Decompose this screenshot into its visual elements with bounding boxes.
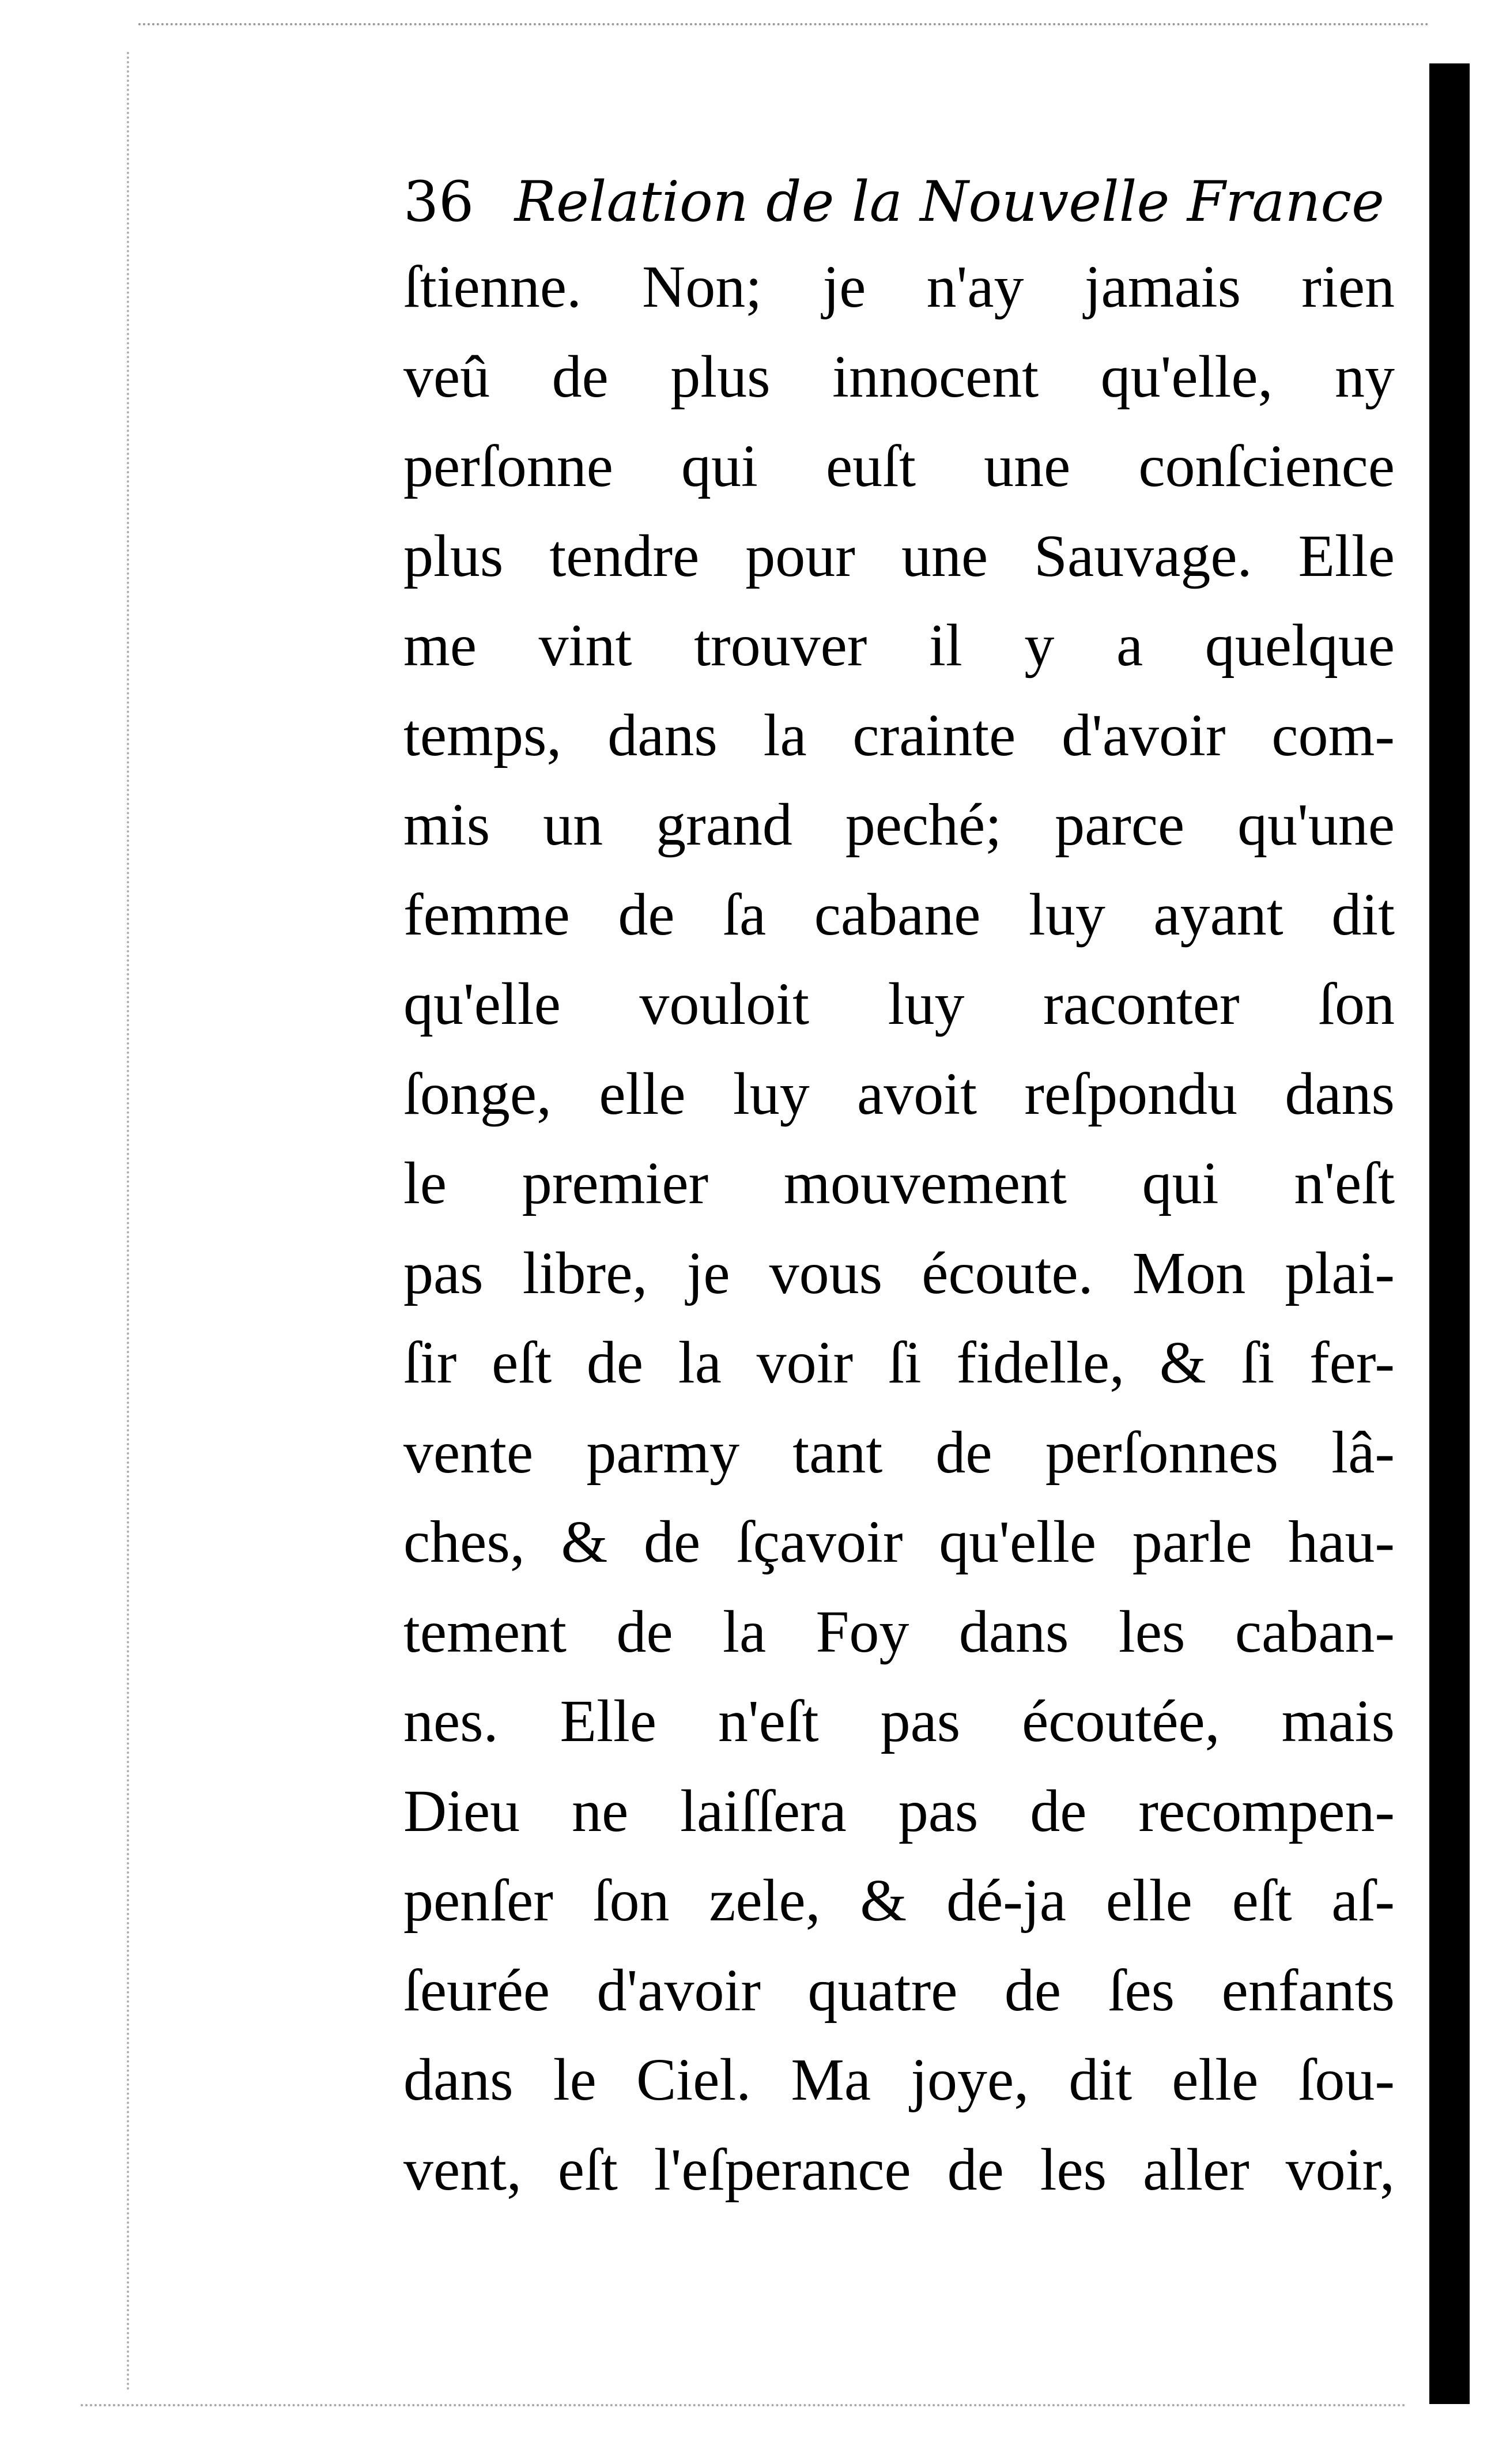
text-line: dans le Ciel. Ma joye, dit elle ſou- <box>403 2047 1395 2113</box>
text-line: ſeurée d'avoir quatre de ſes enfants <box>403 1957 1395 2024</box>
text-line: le premier mouvement qui n'eſt <box>403 1150 1395 1216</box>
text-line: nes. Elle n'eſt pas écoutée, mais <box>403 1688 1395 1754</box>
text-line: vent, eſt l'eſperance de les aller voir, <box>403 2136 1395 2203</box>
text-line: ches, & de ſçavoir qu'elle parle hau- <box>403 1509 1395 1575</box>
text-line: perſonne qui euſt une conſcience <box>403 433 1395 499</box>
text-line: veû de plus innocent qu'elle, ny <box>403 343 1395 410</box>
body-text <box>403 242 1395 2214</box>
running-title: Relation de la Nouvelle France <box>514 169 1384 234</box>
text-line: qu'elle vouloit luy raconter ſon <box>403 971 1395 1037</box>
text-line: temps, dans la crainte d'avoir com- <box>403 702 1395 768</box>
page-edge-left <box>127 52 129 2393</box>
running-header <box>403 164 1383 239</box>
text-line: mis un grand peché; parce qu'une <box>403 792 1395 858</box>
text-line: ſtienne. Non; je n'ay jamais rien <box>403 254 1395 320</box>
page-edge-top <box>138 23 1429 25</box>
binding-gutter <box>1429 63 1470 2404</box>
text-line: tement de la Foy dans les caban- <box>403 1598 1395 1665</box>
text-line: vente parmy tant de perſonnes lâ- <box>403 1419 1395 1486</box>
text-line: me vint trouver il y a quelque <box>403 612 1395 679</box>
page-number: 36 <box>403 169 474 234</box>
text-line: ſonge, elle luy avoit reſpondu dans <box>403 1060 1395 1127</box>
text-line: pas libre, je vous écoute. Mon plai- <box>403 1239 1395 1306</box>
text-line: penſer ſon zele, & dé-ja elle eſt aſ- <box>403 1867 1395 1934</box>
text-line: plus tendre pour une Sauvage. Elle <box>403 522 1395 589</box>
page-edge-bottom <box>81 2404 1406 2406</box>
text-line: femme de ſa cabane luy ayant dit <box>403 881 1395 948</box>
text-line: ſir eſt de la voir ſi fidelle, & ſi fer- <box>403 1329 1395 1396</box>
text-line: Dieu ne laiſſera pas de recompen- <box>403 1777 1395 1844</box>
